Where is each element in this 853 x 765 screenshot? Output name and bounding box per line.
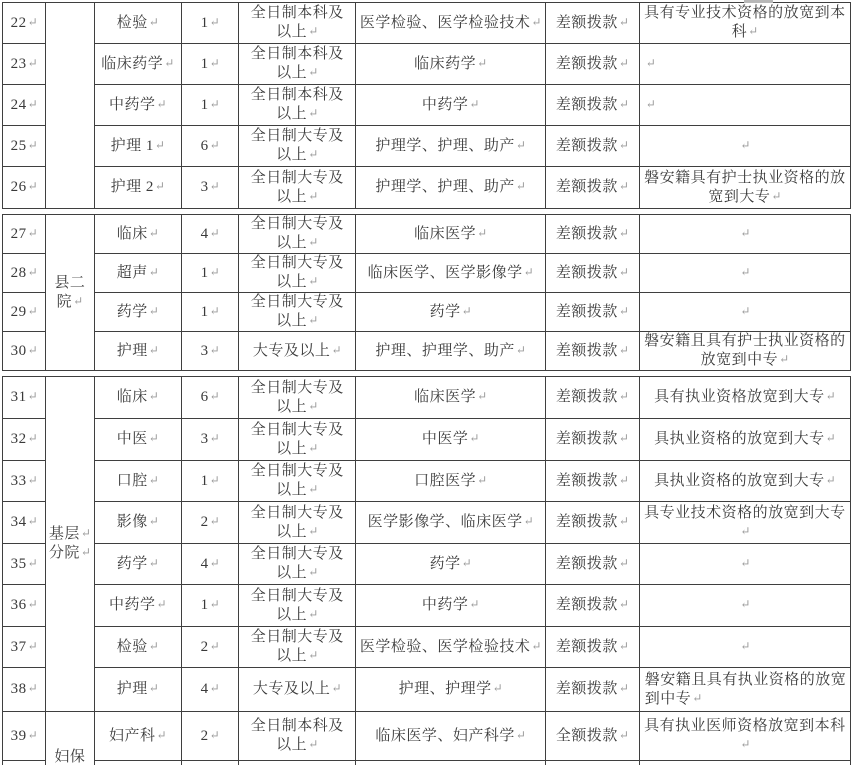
cell-funding-type: 差额拨款↵: [546, 44, 640, 85]
cell-funding-type: 差额拨款↵: [546, 668, 640, 712]
table-row: [3, 85, 851, 126]
cell-note: [639, 254, 850, 293]
paragraph-return-mark: ↵: [154, 179, 165, 193]
paragraph-return-mark: ↵: [308, 482, 319, 496]
cell-education-requirement: 全日制大专及 以上↵: [239, 627, 356, 668]
cell-education-requirement: 全日制大专及 以上↵: [239, 293, 356, 332]
cell-major: 临床医学↵: [356, 215, 546, 254]
cell-education-requirement: 全日制本科及 以上↵: [239, 712, 356, 761]
cell-major: 临床医学↵: [356, 377, 546, 419]
cell-major: 护理、护理学、助产↵: [356, 332, 546, 371]
cell-education-requirement: 全日制本科及 以上↵: [239, 3, 356, 44]
cell-position: 口腔↵: [94, 461, 182, 502]
paragraph-return-mark: ↵: [209, 225, 220, 240]
cell-education-requirement: 全日制大专及 以上↵: [239, 502, 356, 544]
cell-unit: 妇保: [46, 712, 94, 765]
table-row: [3, 44, 851, 85]
cell-education-requirement: 全日制大专及 以上↵: [239, 544, 356, 585]
paragraph-return-mark: ↵: [209, 431, 220, 445]
paragraph-return-mark: ↵: [523, 514, 534, 528]
paragraph-return-mark: ↵: [618, 179, 629, 193]
cell-row-number: 31↵: [3, 377, 46, 419]
cell-position: 临床↵: [94, 215, 182, 254]
paragraph-return-mark: ↵: [825, 472, 836, 487]
cell-major: 药学↵: [356, 544, 546, 585]
paragraph-return-mark: ↵: [645, 55, 656, 70]
paragraph-return-mark: ↵: [209, 472, 220, 487]
paragraph-return-mark: ↵: [148, 555, 159, 570]
table-row: [3, 627, 851, 668]
cell-major: 护理学、护理、助产↵: [356, 126, 546, 167]
paragraph-return-mark: ↵: [27, 264, 38, 279]
cell-education-requirement: 大专及以上↵: [239, 668, 356, 712]
paragraph-return-mark: ↵: [618, 264, 629, 279]
paragraph-return-mark: ↵: [645, 96, 656, 111]
paragraph-return-mark: ↵: [618, 55, 629, 70]
table-row: [3, 502, 851, 544]
paragraph-return-mark: ↵: [27, 96, 38, 111]
cell-headcount: 1↵: [182, 254, 239, 293]
paragraph-return-mark: ↵: [748, 24, 759, 38]
paragraph-return-mark: ↵: [209, 179, 220, 193]
paragraph-return-mark: ↵: [156, 727, 167, 742]
cell-funding-type: 差额拨款↵: [546, 3, 640, 44]
cell-note: [639, 544, 850, 585]
cell-row-number: 35↵: [3, 544, 46, 585]
cell-note: [639, 585, 850, 627]
cell-funding-type: 差额拨款↵: [546, 85, 640, 126]
cell-note: 具有执业医师资格放宽到本科↵: [639, 712, 850, 761]
cell-major: 护理、护理学↵: [356, 668, 546, 712]
cell-major: 医学检验、医学检验技术↵: [356, 3, 546, 44]
paragraph-return-mark: ↵: [164, 55, 175, 70]
paragraph-return-mark: ↵: [740, 137, 751, 152]
cell-major: 临床医学、妇产科学↵: [356, 712, 546, 761]
paragraph-return-mark: ↵: [148, 514, 159, 528]
paragraph-return-mark: ↵: [209, 14, 220, 29]
table-body: [3, 3, 851, 765]
paragraph-return-mark: ↵: [618, 342, 629, 357]
paragraph-return-mark: ↵: [27, 225, 38, 240]
paragraph-return-mark: ↵: [27, 431, 38, 445]
cell-note: 具有执业资格放宽到大专↵: [639, 377, 850, 419]
cell-note: 具专业技术资格的放宽到大专↵: [639, 502, 850, 544]
paragraph-return-mark: ↵: [308, 398, 319, 413]
cell-funding-type: 差额拨款↵: [546, 167, 640, 209]
paragraph-return-mark: ↵: [209, 96, 220, 111]
table-row: [3, 167, 851, 209]
cell-funding-type: 差额拨款↵: [546, 461, 640, 502]
paragraph-return-mark: ↵: [308, 188, 319, 203]
paragraph-return-mark: ↵: [740, 523, 751, 538]
table-row: [3, 419, 851, 461]
paragraph-return-mark: ↵: [27, 137, 38, 152]
cell-row-number: 28↵: [3, 254, 46, 293]
paragraph-return-mark: ↵: [148, 681, 159, 695]
paragraph-return-mark: ↵: [523, 264, 534, 279]
cell-major: 中药学↵: [356, 585, 546, 627]
cell-unit: 县二 院↵: [46, 215, 94, 371]
paragraph-return-mark: ↵: [209, 555, 220, 570]
cell-position: 检验↵: [94, 627, 182, 668]
cell-funding-type: 差额拨款↵: [546, 585, 640, 627]
cell-row-number: 29↵: [3, 293, 46, 332]
cell-position: 药学↵: [94, 544, 182, 585]
cell-funding-type: 差额拨款↵: [546, 293, 640, 332]
table-row: [3, 3, 851, 44]
cell-position: 妇产科↵: [94, 712, 182, 761]
paragraph-return-mark: ↵: [740, 555, 751, 570]
paragraph-return-mark: ↵: [308, 65, 319, 79]
cell-headcount: 3↵: [182, 419, 239, 461]
cell-row-number: 39↵: [3, 712, 46, 761]
cell-note: 磐安籍且具有执业资格的放宽 到中专↵: [639, 668, 850, 712]
cutoff-cell: [94, 761, 182, 765]
paragraph-return-mark: ↵: [27, 14, 38, 29]
cell-major: 医学检验、医学检验技术↵: [356, 627, 546, 668]
paragraph-return-mark: ↵: [779, 352, 790, 366]
paragraph-return-mark: ↵: [477, 389, 488, 403]
table-row: [3, 377, 851, 419]
paragraph-return-mark: ↵: [308, 106, 319, 120]
paragraph-return-mark: ↵: [308, 606, 319, 621]
paragraph-return-mark: ↵: [27, 472, 38, 487]
cell-headcount: 4↵: [182, 215, 239, 254]
cutoff-cell: [3, 761, 46, 765]
paragraph-return-mark: ↵: [308, 274, 319, 288]
cell-position: 护理↵: [94, 332, 182, 371]
paragraph-return-mark: ↵: [469, 96, 480, 111]
paragraph-return-mark: ↵: [308, 523, 319, 538]
cell-row-number: 37↵: [3, 627, 46, 668]
cell-major: 临床药学↵: [356, 44, 546, 85]
cell-major: 药学↵: [356, 293, 546, 332]
cell-row-number: 24↵: [3, 85, 46, 126]
paragraph-return-mark: ↵: [27, 342, 38, 357]
paragraph-return-mark: ↵: [209, 55, 220, 70]
cell-headcount: 1↵: [182, 461, 239, 502]
paragraph-return-mark: ↵: [618, 597, 629, 611]
cell-position: 超声↵: [94, 254, 182, 293]
cell-headcount: 1↵: [182, 585, 239, 627]
paragraph-return-mark: ↵: [209, 681, 220, 695]
cell-row-number: 34↵: [3, 502, 46, 544]
paragraph-return-mark: ↵: [148, 342, 159, 357]
cell-major: 中药学↵: [356, 85, 546, 126]
cell-funding-type: 差额拨款↵: [546, 419, 640, 461]
cell-major: 口腔医学↵: [356, 461, 546, 502]
cell-funding-type: 差额拨款↵: [546, 627, 640, 668]
table-row: [3, 668, 851, 712]
cell-major: 中医学↵: [356, 419, 546, 461]
paragraph-return-mark: ↵: [618, 303, 629, 318]
cell-headcount: 4↵: [182, 668, 239, 712]
cell-education-requirement: 全日制大专及 以上↵: [239, 461, 356, 502]
cell-major: 护理学、护理、助产↵: [356, 167, 546, 209]
paragraph-return-mark: ↵: [618, 14, 629, 29]
paragraph-return-mark: ↵: [515, 137, 526, 152]
cell-headcount: 1↵: [182, 3, 239, 44]
cell-education-requirement: 全日制大专及 以上↵: [239, 215, 356, 254]
cell-row-number: 36↵: [3, 585, 46, 627]
paragraph-return-mark: ↵: [740, 303, 751, 318]
cell-note: [639, 44, 850, 85]
recruitment-table: [2, 2, 851, 765]
paragraph-return-mark: ↵: [148, 389, 159, 403]
paragraph-return-mark: ↵: [331, 342, 342, 357]
cell-funding-type: 差额拨款↵: [546, 215, 640, 254]
paragraph-return-mark: ↵: [148, 264, 159, 279]
paragraph-return-mark: ↵: [740, 638, 751, 653]
paragraph-return-mark: ↵: [308, 147, 319, 161]
paragraph-return-mark: ↵: [618, 727, 629, 742]
paragraph-return-mark: ↵: [209, 727, 220, 742]
cell-headcount: 1↵: [182, 44, 239, 85]
paragraph-return-mark: ↵: [515, 342, 526, 357]
paragraph-return-mark: ↵: [308, 565, 319, 579]
cell-unit: [46, 3, 94, 209]
cell-row-number: 22↵: [3, 3, 46, 44]
paragraph-return-mark: ↵: [209, 597, 220, 611]
cell-funding-type: 差额拨款↵: [546, 544, 640, 585]
paragraph-return-mark: ↵: [618, 96, 629, 111]
cutoff-cell: [356, 761, 546, 765]
cell-funding-type: 差额拨款↵: [546, 126, 640, 167]
paragraph-return-mark: ↵: [531, 14, 542, 29]
paragraph-return-mark: ↵: [331, 681, 342, 695]
table-row: [3, 332, 851, 371]
paragraph-return-mark: ↵: [27, 179, 38, 193]
paragraph-return-mark: ↵: [618, 137, 629, 152]
paragraph-return-mark: ↵: [618, 472, 629, 487]
cell-headcount: 3↵: [182, 167, 239, 209]
cell-note: [639, 627, 850, 668]
cell-position: 中医↵: [94, 419, 182, 461]
paragraph-return-mark: ↵: [27, 303, 38, 318]
cell-note: [639, 293, 850, 332]
paragraph-return-mark: ↵: [308, 313, 319, 327]
cell-education-requirement: 全日制大专及 以上↵: [239, 126, 356, 167]
cell-row-number: 25↵: [3, 126, 46, 167]
cell-row-number: 38↵: [3, 668, 46, 712]
paragraph-return-mark: ↵: [27, 681, 38, 695]
paragraph-return-mark: ↵: [492, 681, 503, 695]
cell-education-requirement: 全日制本科及 以上↵: [239, 44, 356, 85]
cell-education-requirement: 全日制大专及 以上↵: [239, 377, 356, 419]
cell-funding-type: 差额拨款↵: [546, 377, 640, 419]
paragraph-return-mark: ↵: [209, 303, 220, 318]
cell-row-number: 30↵: [3, 332, 46, 371]
cell-position: 中药学↵: [94, 85, 182, 126]
paragraph-return-mark: ↵: [209, 342, 220, 357]
paragraph-return-mark: ↵: [618, 555, 629, 570]
paragraph-return-mark: ↵: [27, 389, 38, 403]
paragraph-return-mark: ↵: [154, 137, 165, 152]
paragraph-return-mark: ↵: [148, 472, 159, 487]
paragraph-return-mark: ↵: [27, 597, 38, 611]
cutoff-row-artifact: [744, 0, 773, 3]
paragraph-return-mark: ↵: [156, 96, 167, 111]
paragraph-return-mark: ↵: [692, 690, 703, 705]
cutoff-cell: [546, 761, 640, 765]
cell-education-requirement: 全日制大专及 以上↵: [239, 254, 356, 293]
cutoff-cell: [639, 761, 850, 765]
paragraph-return-mark: ↵: [308, 24, 319, 38]
paragraph-return-mark: ↵: [156, 597, 167, 611]
paragraph-return-mark: ↵: [148, 14, 159, 29]
cell-position: 中药学↵: [94, 585, 182, 627]
cell-position: 护理 2↵: [94, 167, 182, 209]
paragraph-return-mark: ↵: [308, 737, 319, 751]
cell-headcount: 2↵: [182, 712, 239, 761]
cell-note: [639, 215, 850, 254]
cell-note: 具执业资格的放宽到大专↵: [639, 461, 850, 502]
cell-position: 影像↵: [94, 502, 182, 544]
cell-note: [639, 85, 850, 126]
paragraph-return-mark: ↵: [209, 137, 220, 152]
cell-headcount: 4↵: [182, 544, 239, 585]
paragraph-return-mark: ↵: [209, 264, 220, 279]
cell-education-requirement: 全日制大专及 以上↵: [239, 167, 356, 209]
cell-headcount: 6↵: [182, 126, 239, 167]
paragraph-return-mark: ↵: [740, 264, 751, 279]
cell-headcount: 1↵: [182, 85, 239, 126]
cell-note: 具有专业技术资格的放宽到本 科↵: [639, 3, 850, 44]
paragraph-return-mark: ↵: [27, 555, 38, 570]
cell-education-requirement: 大专及以上↵: [239, 332, 356, 371]
cell-funding-type: 全额拨款↵: [546, 712, 640, 761]
paragraph-return-mark: ↵: [515, 727, 526, 742]
paragraph-return-mark: ↵: [740, 597, 751, 611]
paragraph-return-mark: ↵: [477, 472, 488, 487]
cell-row-number: 32↵: [3, 419, 46, 461]
cell-note: 磐安籍且具有护士执业资格的 放宽到中专↵: [639, 332, 850, 371]
paragraph-return-mark: ↵: [148, 431, 159, 445]
paragraph-return-mark: ↵: [618, 514, 629, 528]
paragraph-return-mark: ↵: [308, 440, 319, 455]
cell-position: 护理↵: [94, 668, 182, 712]
paragraph-return-mark: ↵: [740, 225, 751, 240]
paragraph-return-mark: ↵: [27, 514, 38, 528]
cell-education-requirement: 全日制大专及 以上↵: [239, 419, 356, 461]
cutoff-next-row: [3, 761, 851, 765]
paragraph-return-mark: ↵: [825, 389, 836, 403]
paragraph-return-mark: ↵: [80, 545, 91, 559]
paragraph-return-mark: ↵: [308, 235, 319, 249]
paragraph-return-mark: ↵: [531, 638, 542, 653]
paragraph-return-mark: ↵: [461, 303, 472, 318]
cell-position: 检验↵: [94, 3, 182, 44]
table-row: [3, 461, 851, 502]
table-row: [3, 254, 851, 293]
cell-unit: 基层↵ 分院↵: [46, 377, 94, 712]
paragraph-return-mark: ↵: [618, 638, 629, 653]
cell-row-number: 23↵: [3, 44, 46, 85]
paragraph-return-mark: ↵: [469, 597, 480, 611]
table-row: [3, 126, 851, 167]
paragraph-return-mark: ↵: [469, 431, 480, 445]
table-row: [3, 712, 851, 761]
paragraph-return-mark: ↵: [477, 55, 488, 70]
cell-note: 磐安籍具有护士执业资格的放 宽到大专↵: [639, 167, 850, 209]
paragraph-return-mark: ↵: [27, 727, 38, 742]
paragraph-return-mark: ↵: [27, 55, 38, 70]
cell-headcount: 1↵: [182, 293, 239, 332]
paragraph-return-mark: ↵: [515, 179, 526, 193]
paragraph-return-mark: ↵: [209, 514, 220, 528]
cell-funding-type: 差额拨款↵: [546, 254, 640, 293]
cell-position: 护理 1↵: [94, 126, 182, 167]
cell-headcount: 2↵: [182, 502, 239, 544]
paragraph-return-mark: ↵: [80, 526, 91, 540]
paragraph-return-mark: ↵: [209, 389, 220, 403]
cell-row-number: 27↵: [3, 215, 46, 254]
cell-headcount: 3↵: [182, 332, 239, 371]
cell-funding-type: 差额拨款↵: [546, 332, 640, 371]
table-row: [3, 293, 851, 332]
paragraph-return-mark: ↵: [740, 737, 751, 751]
paragraph-return-mark: ↵: [825, 431, 836, 445]
cell-education-requirement: 全日制本科及 以上↵: [239, 85, 356, 126]
table-row: [3, 585, 851, 627]
cell-major: 医学影像学、临床医学↵: [356, 502, 546, 544]
cell-funding-type: 差额拨款↵: [546, 502, 640, 544]
paragraph-return-mark: ↵: [461, 555, 472, 570]
table-row: [3, 215, 851, 254]
cell-education-requirement: 全日制大专及 以上↵: [239, 585, 356, 627]
cell-position: 药学↵: [94, 293, 182, 332]
paragraph-return-mark: ↵: [618, 431, 629, 445]
paragraph-return-mark: ↵: [73, 293, 84, 308]
paragraph-return-mark: ↵: [27, 638, 38, 653]
cutoff-cell: [182, 761, 239, 765]
cell-row-number: 26↵: [3, 167, 46, 209]
cutoff-cell: [239, 761, 356, 765]
cell-major: 临床医学、医学影像学↵: [356, 254, 546, 293]
paragraph-return-mark: ↵: [618, 225, 629, 240]
paragraph-return-mark: ↵: [618, 389, 629, 403]
paragraph-return-mark: ↵: [771, 188, 782, 203]
cell-headcount: 2↵: [182, 627, 239, 668]
cell-position: 临床↵: [94, 377, 182, 419]
cell-note: 具执业资格的放宽到大专↵: [639, 419, 850, 461]
cell-note: [639, 126, 850, 167]
table-row: [3, 544, 851, 585]
cell-headcount: 6↵: [182, 377, 239, 419]
paragraph-return-mark: ↵: [209, 638, 220, 653]
cell-row-number: 33↵: [3, 461, 46, 502]
paragraph-return-mark: ↵: [148, 638, 159, 653]
cell-position: 临床药学↵: [94, 44, 182, 85]
paragraph-return-mark: ↵: [618, 681, 629, 695]
paragraph-return-mark: ↵: [148, 303, 159, 318]
paragraph-return-mark: ↵: [477, 225, 488, 240]
paragraph-return-mark: ↵: [148, 225, 159, 240]
paragraph-return-mark: ↵: [308, 648, 319, 662]
